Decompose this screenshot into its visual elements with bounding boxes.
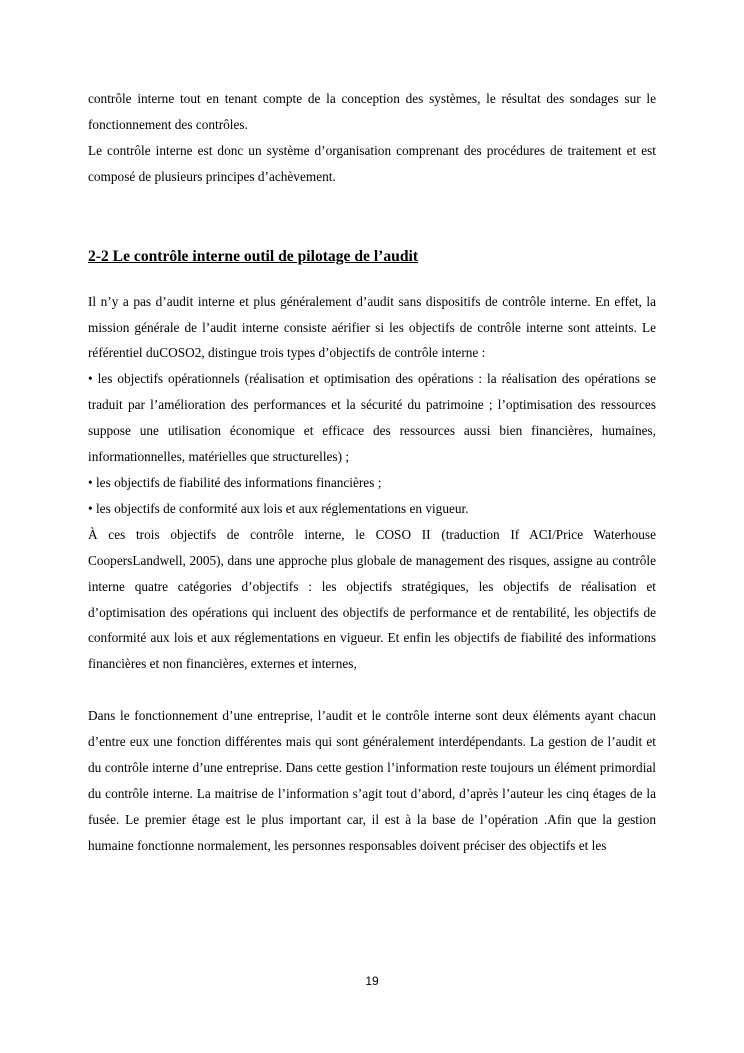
paragraph-intro-continuation: contrôle interne tout en tenant compte de la conception des systèmes, le résultat des sondages sur le fonctionnement des contrôles. (88, 91, 656, 132)
section-heading-wrapper (88, 244, 656, 270)
paragraph-audit-intro: Il n’y a pas d’audit interne et plus généralement d’audit sans dispositifs de contrôle interne. En effet, la mission générale de l’audit interne consiste aérifier si les objectifs de contrôle interne sont atteints. Le référentiel duCOSO2, distingue trois types d’objectifs de contrôle interne : (88, 293, 656, 361)
paragraph-enterprise-functioning: Dans le fonctionnement d’une entreprise, l’audit et le contrôle interne sont deux éléments ayant chacun d’entre eux une fonction différentes mais qui sont généralement interdépendants. La gestion de l’audit et du contrôle interne d’une entreprise. Dans cette gestion l’information reste toujours un élément primordial du contrôle interne. La maitrise de l’information s’agit tout d’abord, d’après l’auteur les cinq étages de la fusée. Le premier étage est le plus important car, il est à la base de l’opération .Afin que la gestion humaine fonctionne normalement, les personnes responsables doivent préciser des objectifs et les (88, 708, 656, 853)
paragraph-coso-ii: À ces trois objectifs de contrôle interne, le COSO II (traduction If ACI/Price Waterhouse CoopersLandwell, 2005), dans une approche plus globale de management des risques, assigne au contrôle interne quatre catégories d’objectifs : les objectifs stratégiques, les objectifs de réalisation et d’optimisation des opérations qui incluent des objectifs de performance et de rentabilité, les objectifs de conformité aux lois et aux réglementations en vigueur. Et enfin les objectifs de fiabilité des informations financières et non financières, externes et internes, (88, 526, 656, 672)
page-number: 19 (365, 974, 379, 988)
section-heading: 2-2 Le contrôle interne outil de pilotage de l’audit (88, 247, 419, 265)
document-page (88, 86, 656, 859)
paragraph-spacer (88, 677, 656, 703)
paragraph-definition: Le contrôle interne est donc un système d’organisation comprenant des procédures de traitement et est composé de plusieurs principes d’achèvement. (88, 142, 656, 184)
bullet-compliance: • les objectifs de conformité aux lois et aux réglementations en vigueur. (88, 500, 469, 516)
bullet-financial-reliability: • les objectifs de fiabilité des informations financières ; (88, 474, 382, 490)
bullet-operational-objectives: • les objectifs opérationnels (réalisation et optimisation des opérations : la réalisation des opérations se traduit par l’amélioration des performances et la sécurité du patrimoine ; l’optimisation des ressources suppose une utilisation économique et efficace des ressources aussi bien financières, humaines, informationnelles, matérielles que structurelles) ; (88, 371, 656, 465)
